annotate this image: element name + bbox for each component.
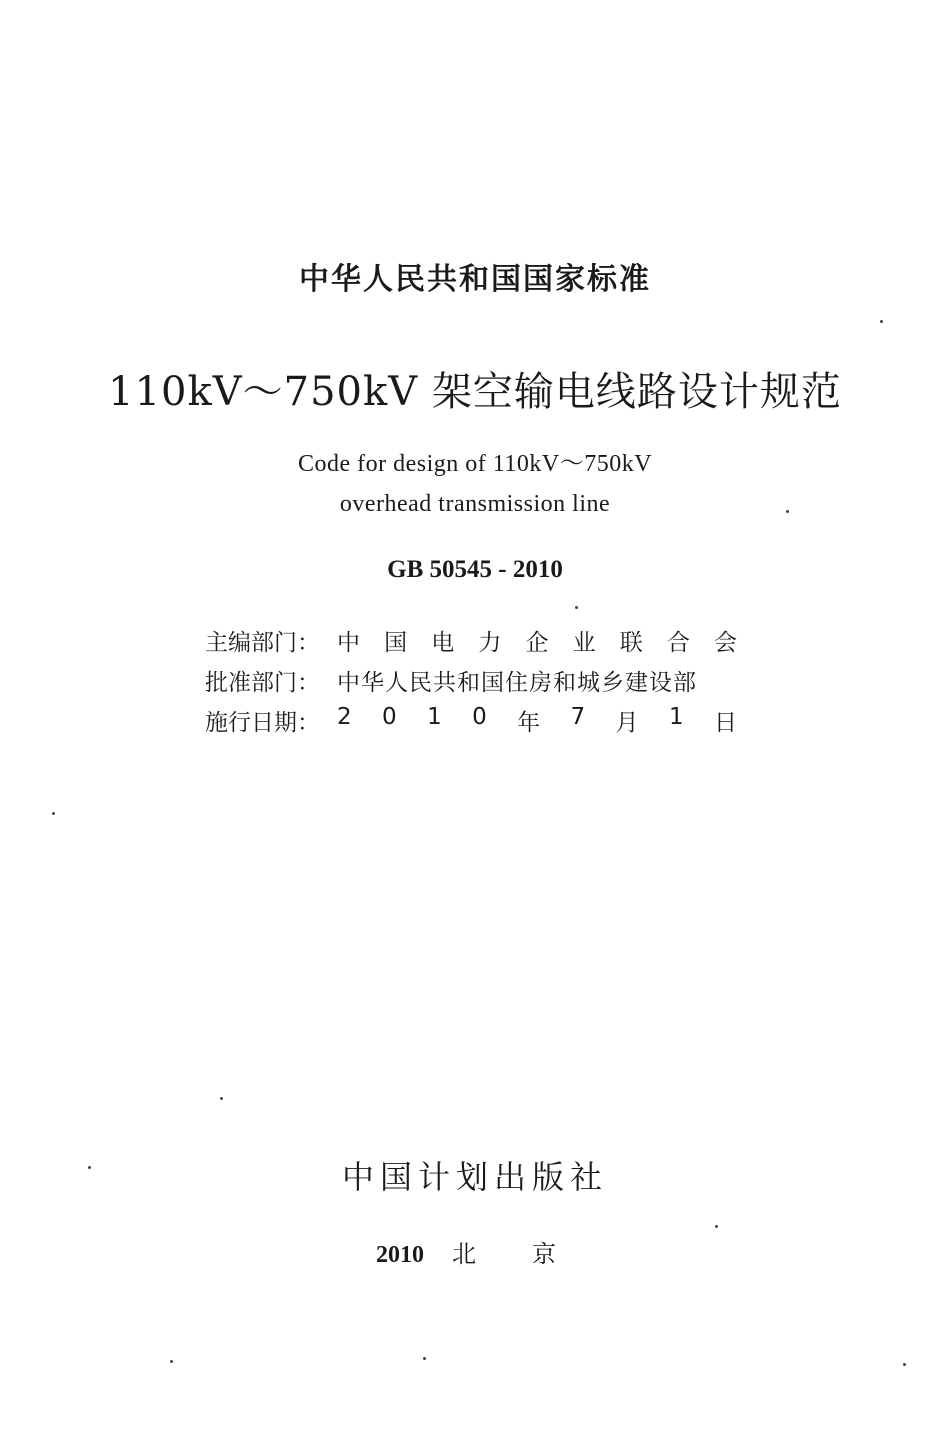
scan-speck <box>170 1360 173 1363</box>
scan-speck <box>88 1166 91 1169</box>
effective-date-label: 施行日期： <box>205 709 320 736</box>
date-char: 2 <box>337 703 352 730</box>
editor-char: 国 <box>384 629 408 656</box>
editor-value <box>337 624 737 657</box>
scan-speck <box>575 606 578 609</box>
approver-value: 中华人民共和国住房和城乡建设部 <box>337 669 697 696</box>
editor-char: 力 <box>478 629 502 656</box>
scan-speck <box>423 1357 426 1360</box>
english-title-line-1: Code for design of 110kV～750kV <box>297 451 653 477</box>
editor-char: 联 <box>619 629 643 656</box>
date-char: 月 <box>615 709 639 736</box>
editor-char: 电 <box>431 629 455 656</box>
scan-speck <box>220 1097 223 1100</box>
date-char: 日 <box>713 709 737 736</box>
editor-char: 企 <box>525 629 549 656</box>
editor-char: 业 <box>572 629 596 656</box>
standard-number: GB 50545 - 2010 <box>387 556 563 583</box>
imprint-year: 2010 <box>376 1242 424 1268</box>
effective-date-value <box>337 704 737 737</box>
date-char: 7 <box>570 703 586 730</box>
scan-speck <box>880 320 883 323</box>
publisher-name: 中国计划出版社 <box>341 1158 608 1196</box>
standard-info-block <box>205 620 765 740</box>
date-char: 年 <box>517 709 541 736</box>
editor-label: 主编部门： <box>205 629 320 656</box>
approver-label: 批准部门： <box>205 669 320 696</box>
imprint-line <box>376 1234 612 1269</box>
scan-speck <box>52 812 55 815</box>
english-title <box>0 444 950 524</box>
editor-row <box>205 620 765 660</box>
scan-speck <box>786 510 789 513</box>
chinese-title: 110kV～750kV 架空输电线路设计规范 <box>108 369 842 415</box>
effective-date-row <box>205 700 765 740</box>
date-char: 1 <box>427 703 442 730</box>
english-title-line-2: overhead transmission line <box>339 491 611 517</box>
date-char: 1 <box>668 703 684 730</box>
editor-char: 中 <box>337 629 360 656</box>
scan-speck <box>903 1363 906 1366</box>
date-char: 0 <box>472 703 487 730</box>
imprint-city: 北京 <box>452 1240 612 1268</box>
national-standard-heading: 中华人民共和国国家标准 <box>299 262 651 297</box>
date-char: 0 <box>382 703 397 730</box>
editor-char: 合 <box>666 629 690 656</box>
approver-row <box>205 660 765 700</box>
scan-speck <box>715 1225 718 1228</box>
editor-char: 会 <box>714 629 737 656</box>
